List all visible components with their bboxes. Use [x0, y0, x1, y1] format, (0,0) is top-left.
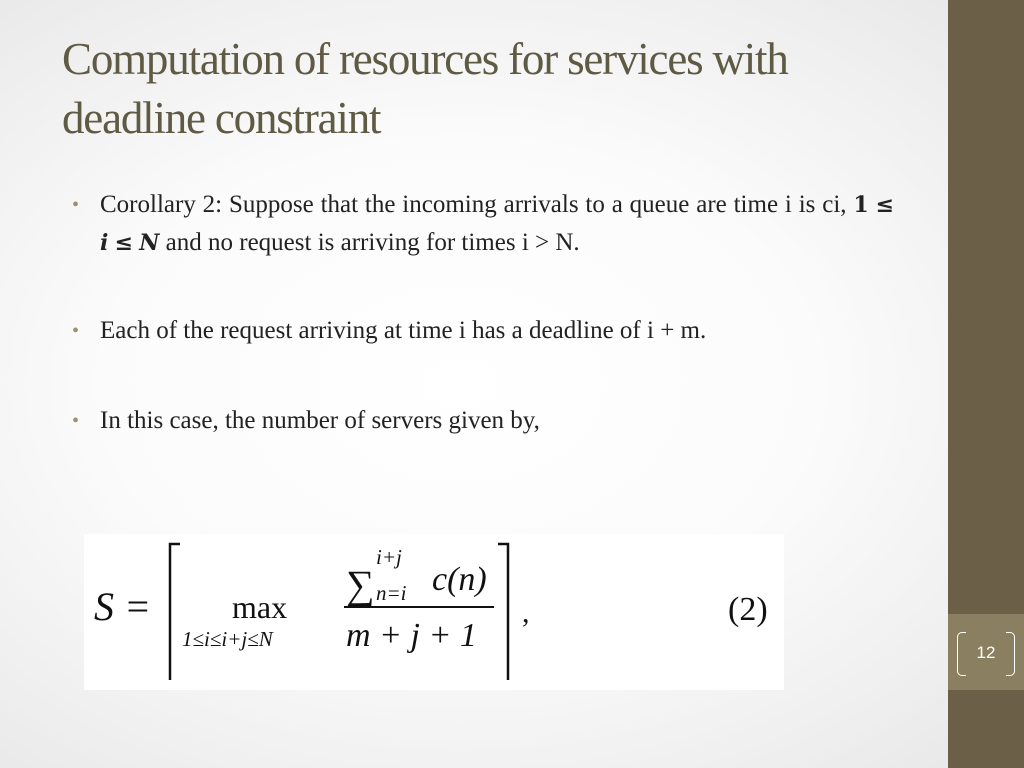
page-number: 12	[976, 643, 996, 662]
bullet-text-post: and no request is arriving for times i > N.	[159, 229, 580, 256]
math-leq-2: ≤	[114, 230, 134, 256]
ceil-left-bracket	[170, 544, 180, 680]
slide-title: Computation of resources for services with deadline constraint	[62, 34, 788, 143]
bullet-text-pre: Corollary 2: Suppose that the incoming arrivals to a queue are time i is ci,	[100, 191, 854, 218]
math-i: i	[100, 230, 109, 256]
bullet-dot-icon: •	[72, 320, 80, 342]
math-leq-1: ≤	[875, 192, 894, 218]
formula-svg	[84, 534, 784, 690]
formula-sum-lower: n=i	[376, 581, 407, 605]
bullet-dot-icon: •	[72, 194, 80, 216]
formula-max: max	[232, 589, 288, 625]
formula-comma: ,	[522, 596, 530, 629]
math-n: N	[139, 230, 160, 256]
formula-image	[84, 534, 784, 690]
formula-denominator: m + j + 1	[346, 617, 477, 654]
bullet-text: Each of the request arriving at time i has a deadline of i + m.	[100, 317, 707, 344]
math-one: 1	[853, 192, 869, 218]
bullet-item-corollary	[72, 186, 894, 262]
bullet-item-servers	[72, 402, 894, 440]
bullet-item-deadline	[72, 312, 894, 350]
bullet-dot-icon: •	[72, 410, 80, 432]
formula-lhs: S =	[94, 584, 151, 629]
bullet-list	[72, 186, 894, 440]
ceil-right-bracket	[498, 544, 508, 680]
formula-sum-symbol: ∑	[346, 562, 375, 607]
page-bracket-left-icon	[957, 632, 966, 676]
formula-summand: c(n)	[432, 561, 487, 598]
bullet-text: In this case, the number of servers given by,	[100, 407, 540, 434]
formula-sum-upper: i+j	[376, 545, 402, 569]
formula-equation-number: (2)	[728, 591, 768, 628]
page-bracket-right-icon	[1006, 632, 1015, 676]
formula-subscript: 1≤i≤i+j≤N	[182, 627, 273, 651]
